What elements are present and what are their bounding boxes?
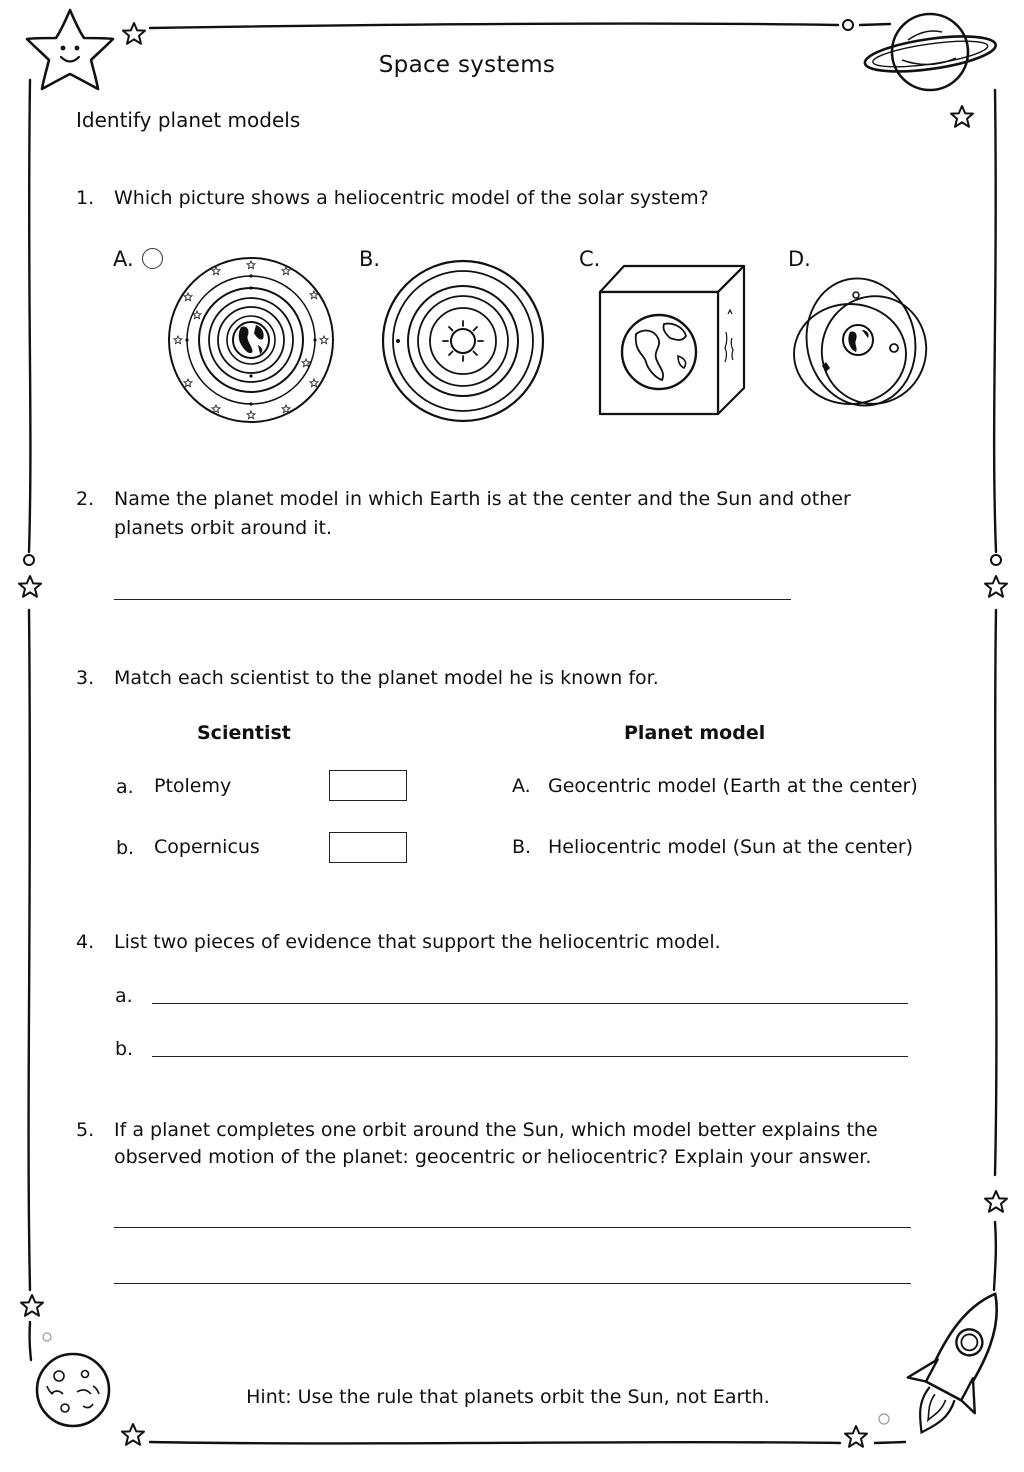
planet-model-column-header: Planet model bbox=[624, 722, 766, 744]
scientist-column-header: Scientist bbox=[197, 722, 291, 744]
earth-centered-model-illustration bbox=[166, 255, 336, 425]
option-a-radio[interactable] bbox=[142, 248, 163, 269]
question-1-text: Which picture shows a heliocentric model of the solar system? bbox=[114, 187, 709, 209]
match-answer-box-b[interactable] bbox=[329, 832, 407, 863]
match-row-b-model-letter: B. bbox=[512, 836, 532, 858]
question-5-text-line1: If a planet completes one orbit around the Sun, which model better explains the bbox=[114, 1119, 878, 1141]
match-answer-box-a[interactable] bbox=[329, 770, 407, 801]
question-1-number: 1. bbox=[76, 187, 95, 209]
question-2-text-line2: planets orbit around it. bbox=[114, 517, 332, 539]
evidence-a-label: a. bbox=[115, 985, 133, 1007]
question-5-number: 5. bbox=[76, 1119, 95, 1141]
question-3-text: Match each scientist to the planet model he is known for. bbox=[114, 667, 659, 689]
match-row-a-model: Geocentric model (Earth at the center) bbox=[548, 775, 918, 797]
match-row-b-model: Heliocentric model (Sun at the center) bbox=[548, 836, 914, 858]
match-row-b-scientist: Copernicus bbox=[154, 836, 260, 858]
rocket-icon bbox=[888, 1276, 1024, 1450]
question-4-number: 4. bbox=[76, 931, 95, 953]
evidence-b-answer-line[interactable] bbox=[152, 1056, 908, 1057]
evidence-b-label: b. bbox=[115, 1038, 134, 1060]
option-a-label: A. bbox=[113, 247, 134, 271]
earth-in-box-illustration bbox=[596, 262, 748, 418]
option-c-label: C. bbox=[579, 247, 601, 271]
question-2-text-line1: Name the planet model in which Earth is at the center and the Sun and other bbox=[114, 488, 851, 510]
page-title: Space systems bbox=[378, 52, 556, 78]
match-row-a-scientist: Ptolemy bbox=[154, 775, 232, 797]
option-d-label: D. bbox=[788, 247, 811, 271]
match-row-b-letter: b. bbox=[116, 837, 135, 859]
crossing-orbits-illustration bbox=[790, 262, 932, 410]
star-icon bbox=[19, 23, 1007, 1447]
question-4-text: List two pieces of evidence that support the heliocentric model. bbox=[114, 931, 721, 953]
option-b-label: B. bbox=[359, 247, 381, 271]
question-5-answer-line-2[interactable] bbox=[114, 1283, 911, 1284]
match-row-a-model-letter: A. bbox=[512, 775, 531, 797]
evidence-a-answer-line[interactable] bbox=[152, 1003, 908, 1004]
question-3-number: 3. bbox=[76, 667, 95, 689]
hint-text: Hint: Use the rule that planets orbit the Sun, not Earth. bbox=[246, 1386, 770, 1408]
question-5-answer-line-1[interactable] bbox=[114, 1227, 911, 1228]
section-subtitle: Identify planet models bbox=[76, 108, 301, 132]
question-5-text-line2: observed motion of the planet: geocentric or heliocentric? Explain your answer. bbox=[114, 1146, 872, 1168]
sun-centered-model-illustration bbox=[380, 258, 546, 424]
option-a bbox=[113, 247, 163, 271]
question-2-number: 2. bbox=[76, 488, 95, 510]
question-2-answer-line[interactable] bbox=[114, 599, 791, 600]
match-row-a-letter: a. bbox=[116, 776, 134, 798]
